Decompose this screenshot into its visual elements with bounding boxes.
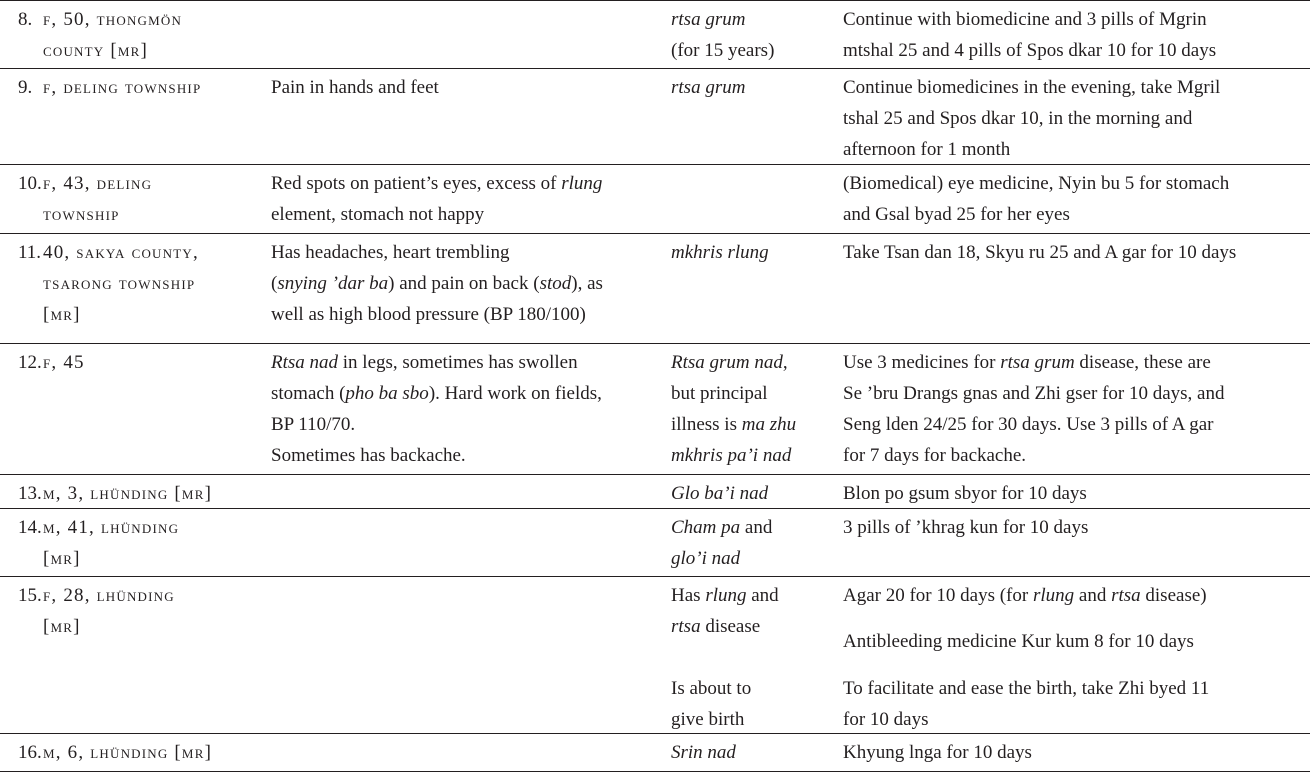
text-line <box>271 237 656 268</box>
diagnosis-cell <box>671 580 831 734</box>
patient-line <box>18 4 263 35</box>
italic-term: rtsa grum <box>671 9 746 30</box>
patient-info: f, 45 <box>43 352 85 373</box>
diagnosis-cell <box>671 478 831 509</box>
patient-cell <box>18 512 263 574</box>
italic-term: rlung <box>1032 585 1075 606</box>
diagnosis-cell <box>671 737 831 768</box>
table-row <box>0 68 1310 165</box>
text-segment: ) and pain on back ( <box>388 273 540 294</box>
text-segment: Continue with biomedicine and 3 pills of Mgrin <box>843 9 1207 30</box>
patient-info: f, 43, deling <box>43 173 153 194</box>
italic-term: glo’i nad <box>671 548 741 569</box>
text-segment: and <box>740 517 773 538</box>
patient-line <box>18 580 263 611</box>
treatment-cell <box>843 580 1305 734</box>
patient-info: tsarong township <box>43 273 196 294</box>
italic-term: Rtsa nad <box>271 352 339 373</box>
italic-term: snying ’dar ba <box>277 273 389 294</box>
case-number: 16. <box>18 742 42 763</box>
table-row <box>0 0 1310 69</box>
text-line <box>671 611 831 642</box>
patient-cell <box>18 4 263 66</box>
patient-cell <box>18 347 263 378</box>
treatment-cell <box>843 347 1305 471</box>
patient-line <box>18 299 263 330</box>
text-segment: stomach ( <box>271 383 346 404</box>
text-segment: (Biomedical) eye medicine, Nyin bu 5 for stomach <box>843 173 1230 194</box>
text-segment: and Gsal byad 25 for her eyes <box>843 204 1070 225</box>
italic-term: stod <box>539 273 572 294</box>
text-line <box>671 673 831 704</box>
italic-term: mkhris rlung <box>671 242 769 263</box>
diagnosis-cell <box>671 72 831 103</box>
table-row <box>0 164 1310 234</box>
text-segment: but principal <box>671 383 768 404</box>
text-line <box>843 35 1305 66</box>
patient-info: m, 6, lhünding [mr] <box>43 742 213 763</box>
patient-info: [mr] <box>43 616 81 637</box>
text-line <box>843 512 1305 543</box>
patient-cell <box>18 478 263 509</box>
text-line <box>843 237 1305 268</box>
patient-info: [mr] <box>43 548 81 569</box>
text-segment: well as high blood pressure (BP 180/100) <box>271 304 586 325</box>
treatment-cell <box>843 512 1305 543</box>
case-number: 10. <box>18 173 42 194</box>
text-line <box>843 626 1305 657</box>
diagnosis-cell <box>671 512 831 574</box>
patient-cell <box>18 237 263 330</box>
treatment-cell <box>843 478 1305 509</box>
text-segment: disease, these are <box>1074 352 1211 373</box>
text-line <box>671 580 831 611</box>
table-row <box>0 508 1310 577</box>
italic-term: rtsa <box>671 616 701 637</box>
text-line <box>843 580 1305 611</box>
patient-line <box>18 237 263 268</box>
table-row <box>0 576 1310 734</box>
text-line <box>843 4 1305 35</box>
text-segment: Agar 20 for 10 days (for <box>843 585 1033 606</box>
text-segment: BP 110/70. <box>271 414 356 435</box>
italic-term: Glo ba’i nad <box>671 483 769 504</box>
text-segment: Pain in hands and feet <box>271 77 439 98</box>
treatment-cell <box>843 168 1305 230</box>
patient-info: m, 41, lhünding <box>43 517 180 538</box>
text-line <box>671 478 831 509</box>
italic-term: rlung <box>705 585 747 606</box>
text-segment: (for 15 years) <box>671 40 775 61</box>
case-number: 11. <box>18 242 42 263</box>
text-segment: illness is <box>671 414 742 435</box>
text-line <box>271 168 656 199</box>
patient-line <box>18 199 263 230</box>
text-segment: To facilitate and ease the birth, take Zhi byed 11 <box>843 678 1210 699</box>
text-line <box>271 72 656 103</box>
text-line <box>271 347 656 378</box>
symptoms-cell <box>271 347 656 471</box>
text-line <box>271 299 656 330</box>
symptoms-cell <box>271 72 656 103</box>
text-line <box>671 440 831 471</box>
text-segment: Se ’bru Drangs gnas and Zhi gser for 10 days, and <box>843 383 1225 404</box>
patient-line <box>18 611 263 642</box>
patient-cell <box>18 737 263 768</box>
text-line <box>843 134 1305 165</box>
text-segment: 3 pills of ’khrag kun for 10 days <box>843 517 1089 538</box>
treatment-cell <box>843 4 1305 66</box>
text-segment: for 7 days for backache. <box>843 445 1027 466</box>
text-line <box>671 512 831 543</box>
text-segment: for 10 days <box>843 709 929 730</box>
text-segment: tshal 25 and Spos dkar 10, in the morning and <box>843 108 1193 129</box>
text-segment: ). Hard work on fields, <box>428 383 602 404</box>
text-segment: and <box>1074 585 1112 606</box>
text-line <box>671 237 831 268</box>
case-number: 8. <box>18 9 33 30</box>
text-line <box>671 737 831 768</box>
case-number: 12. <box>18 352 42 373</box>
patient-cell <box>18 580 263 642</box>
text-segment: Is about to <box>671 678 752 699</box>
patient-info: f, 28, lhünding <box>43 585 175 606</box>
patient-line <box>18 478 263 509</box>
text-line <box>671 35 831 66</box>
patient-line <box>18 72 263 103</box>
patient-line <box>18 268 263 299</box>
text-line <box>271 409 656 440</box>
patient-info: f, 50, thongmön <box>43 9 183 30</box>
italic-term: rtsa grum <box>1000 352 1075 373</box>
text-segment: Blon po gsum sbyor for 10 days <box>843 483 1087 504</box>
case-number: 14. <box>18 517 42 538</box>
diagnosis-cell <box>671 347 831 471</box>
diagnosis-cell <box>671 237 831 268</box>
patient-info: f, deling township <box>43 77 202 98</box>
italic-term: mkhris pa’i nad <box>671 445 792 466</box>
text-line <box>843 478 1305 509</box>
treatment-cell <box>843 72 1305 165</box>
italic-term: ma zhu <box>741 414 797 435</box>
italic-term: rlung <box>561 173 603 194</box>
text-line <box>843 347 1305 378</box>
text-segment: disease <box>700 616 761 637</box>
patient-line <box>18 347 263 378</box>
text-segment: Sometimes has backache. <box>271 445 466 466</box>
text-line <box>671 543 831 574</box>
text-segment: disease) <box>1140 585 1207 606</box>
text-segment: Antibleeding medicine Kur kum 8 for 10 days <box>843 631 1194 652</box>
table-row <box>0 233 1310 344</box>
text-line <box>843 440 1305 471</box>
treatment-cell <box>843 237 1305 268</box>
patient-line <box>18 35 263 66</box>
text-line <box>271 440 656 471</box>
text-line <box>843 409 1305 440</box>
text-line <box>843 199 1305 230</box>
diagnosis-cell <box>671 4 831 66</box>
italic-term: Cham pa <box>671 517 741 538</box>
text-segment: , <box>782 352 788 373</box>
text-segment: afternoon for 1 month <box>843 139 1011 160</box>
text-line <box>843 103 1305 134</box>
text-line <box>271 268 656 299</box>
case-number: 9. <box>18 77 33 98</box>
text-segment: Red spots on patient’s eyes, excess of <box>271 173 562 194</box>
text-line <box>671 409 831 440</box>
text-line <box>671 378 831 409</box>
text-segment: Take Tsan dan 18, Skyu ru 25 and A gar for 10 days <box>843 242 1237 263</box>
text-segment: Use 3 medicines for <box>843 352 1001 373</box>
text-segment: mtshal 25 and 4 pills of Spos dkar 10 for 10 days <box>843 40 1217 61</box>
patient-info: county [mr] <box>43 40 148 61</box>
text-line <box>271 199 656 230</box>
symptoms-cell <box>271 168 656 230</box>
text-segment: ), as <box>571 273 603 294</box>
text-line <box>671 347 831 378</box>
table-row <box>0 474 1310 509</box>
text-segment: give birth <box>671 709 745 730</box>
patient-info: [mr] <box>43 304 81 325</box>
treatment-cell <box>843 737 1305 768</box>
text-segment: Seng lden 24/25 for 30 days. Use 3 pills of A gar <box>843 414 1214 435</box>
patient-cell <box>18 168 263 230</box>
patient-line <box>18 737 263 768</box>
text-segment: ( <box>271 273 278 294</box>
patient-info: m, 3, lhünding [mr] <box>43 483 213 504</box>
text-segment: Has <box>671 585 706 606</box>
text-line <box>671 72 831 103</box>
italic-term: pho ba sbo <box>345 383 429 404</box>
text-line <box>843 737 1305 768</box>
text-segment: in legs, sometimes has swollen <box>338 352 578 373</box>
text-line <box>671 4 831 35</box>
case-number: 13. <box>18 483 42 504</box>
text-line <box>671 704 831 735</box>
patient-cell <box>18 72 263 103</box>
table-row <box>0 733 1310 772</box>
text-line <box>843 704 1305 735</box>
text-segment: element, stomach not happy <box>271 204 485 225</box>
italic-term: Srin nad <box>671 742 736 763</box>
italic-term: Rtsa grum nad <box>671 352 783 373</box>
patient-info: 40, sakya county, <box>43 242 199 263</box>
text-segment: and <box>746 585 779 606</box>
text-segment: Has headaches, heart trembling <box>271 242 510 263</box>
patient-info: township <box>43 204 120 225</box>
text-line <box>843 168 1305 199</box>
text-line <box>843 378 1305 409</box>
text-line <box>843 673 1305 704</box>
patient-line <box>18 543 263 574</box>
symptoms-cell <box>271 237 656 330</box>
patient-line <box>18 168 263 199</box>
text-segment: Continue biomedicines in the evening, take Mgril <box>843 77 1221 98</box>
italic-term: rtsa <box>1111 585 1141 606</box>
patient-line <box>18 512 263 543</box>
text-segment: Khyung lnga for 10 days <box>843 742 1032 763</box>
text-line <box>271 378 656 409</box>
italic-term: rtsa grum <box>671 77 746 98</box>
table-row <box>0 343 1310 475</box>
case-number: 15. <box>18 585 42 606</box>
text-line <box>843 72 1305 103</box>
